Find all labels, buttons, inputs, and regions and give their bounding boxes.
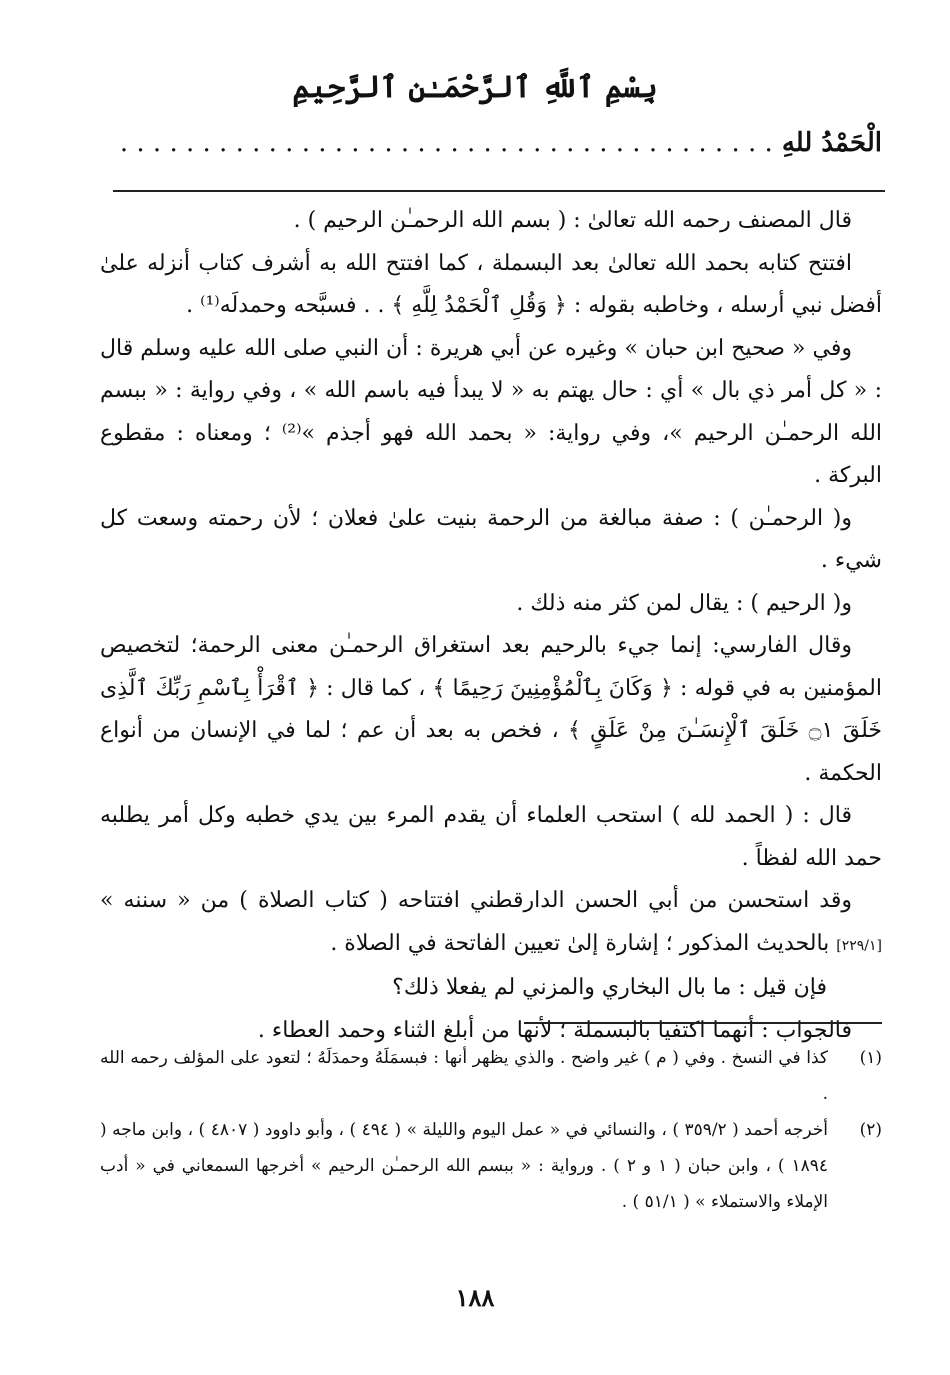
paragraph-8-main: وقد استحسن من أبي الحسن الدارقطني افتتاحه ( كتاب الصلاة ) من « سننه » [100, 888, 852, 913]
footnote-1 [100, 1040, 882, 1112]
footnote-2 [100, 1112, 882, 1220]
paragraph-6: وقال الفارسي: إنما جيء بالرحيم بعد استغراق الرحمـٰن معنى الرحمة؛ لتخصيص المؤمنين به في قوله : ﴿ وَكَانَ بِٱلْمُؤْمِنِينَ رَحِيمًا ﴾ ، كما قال : ﴿ ٱقْرَأْ بِٱسْمِ رَبِّكَ ٱلَّذِى خَلَقَ ۝١ خَلَقَ ٱلْإِنسَـٰنَ مِنْ عَلَقٍ ﴾ ، فخص به بعد أن عم ؛ لما في الإنسان من أنواع الحكمة . [100, 633, 882, 786]
matn-text: الْحَمْدُ للهِ [781, 128, 882, 158]
paragraph-10: فالجواب : أنهما اكتفيا بالبسملة ؛ لأنها من أبلغ الثناء وحمد العطاء . [257, 1017, 852, 1043]
paragraph-9: فإن قيل : ما بال البخاري والمزني لم يفعلا ذلك؟ [392, 975, 827, 1000]
footnote-text: كذا في النسخ . وفي ( م ) غير واضح . والذي يظهر أنها : فبسمَلَهُ وحمدَلَهُ ؛ لتعود على المؤلف رحمه الله . [100, 1048, 828, 1104]
paragraph-8-cont: بالحديث المذكور ؛ إشارة إلىٰ تعيين الفاتحة في الصلاة . [330, 930, 830, 956]
commentary-body [100, 200, 882, 1052]
paragraph-2: افتتح كتابه بحمد الله تعالىٰ بعد البسملة ، كما افتتح الله به أشرف كتاب أنزله علىٰ أفضل نبي أرسله ، وخاطبه بقوله : ﴿ وَقُلِ ٱلْحَمْدُ لِلَّهِ ﴾ . . فسبَّحه وحمدلَه⁽¹⁾ . [100, 250, 882, 318]
top-divider [113, 190, 885, 192]
matn-dots: . . . . . . . . . . . . . . . . . . . . . . . . . . . . . . . . . . . . . . . . [119, 128, 773, 158]
paragraph-4: و( الرحمـٰن ) : صفة مبالغة من الرحمة بنيت علىٰ فعلان ؛ لأن رحمته وسعت كل شيء . [100, 505, 882, 573]
footnotes [100, 1040, 882, 1220]
footnote-text: أخرجه أحمد ( ٣٥٩/٢ ) ، والنسائي في « عمل اليوم والليلة » ( ٤٩٤ ) ، وأبو داوود ( ٤٨٠٧ ) ، وابن ماجه ( ١٨٩٤ ) ، وابن حبان ( ١ و ٢ ) . ورواية : « ببسم الله الرحمـٰن الرحيم » أخرجها السمعاني في « أدب الإملاء والاستملاء » ( ٥١/١ ) . [100, 1120, 828, 1212]
paragraph-1: قال المصنف رحمه الله تعالىٰ : ( بسم الله الرحمـٰن الرحيم ) . [293, 208, 852, 233]
paragraph-5: و( الرحيم ) : يقال لمن كثر منه ذلك . [516, 590, 852, 616]
paragraph-8 [100, 880, 882, 967]
paragraph-3: وفي « صحيح ابن حبان » وغيره عن أبي هريرة : أن النبي صلى الله عليه وسلم قال : « كل أمر ذي بال » أي : حال يهتم به « لا يبدأ فيه باسم الله » ، وفي رواية : « ببسم الله الرحمـٰن الرحيم »، وفي رواية: « بحمد الله فهو أجذم »⁽²⁾ ؛ ومعناه : مقطوع البركة . [100, 335, 883, 488]
footnote-divider [524, 1022, 882, 1024]
matn-line [119, 128, 882, 158]
paragraph-7: قال : ( الحمد لله ) استحب العلماء أن يقدم المرء بين يدي خطبه وكل أمر يطلبه حمد الله لفظاً . [100, 803, 882, 871]
basmala-heading: بِسْمِ ٱللَّهِ ٱلرَّحْمَـٰنِ ٱلرَّحِيمِ [292, 70, 658, 105]
page-number: ١٨٨ [455, 1283, 495, 1312]
footnote-number: (٢) [859, 1120, 882, 1140]
margin-reference: [٢٢٩/١] [836, 937, 882, 954]
footnote-number: (١) [859, 1048, 882, 1068]
